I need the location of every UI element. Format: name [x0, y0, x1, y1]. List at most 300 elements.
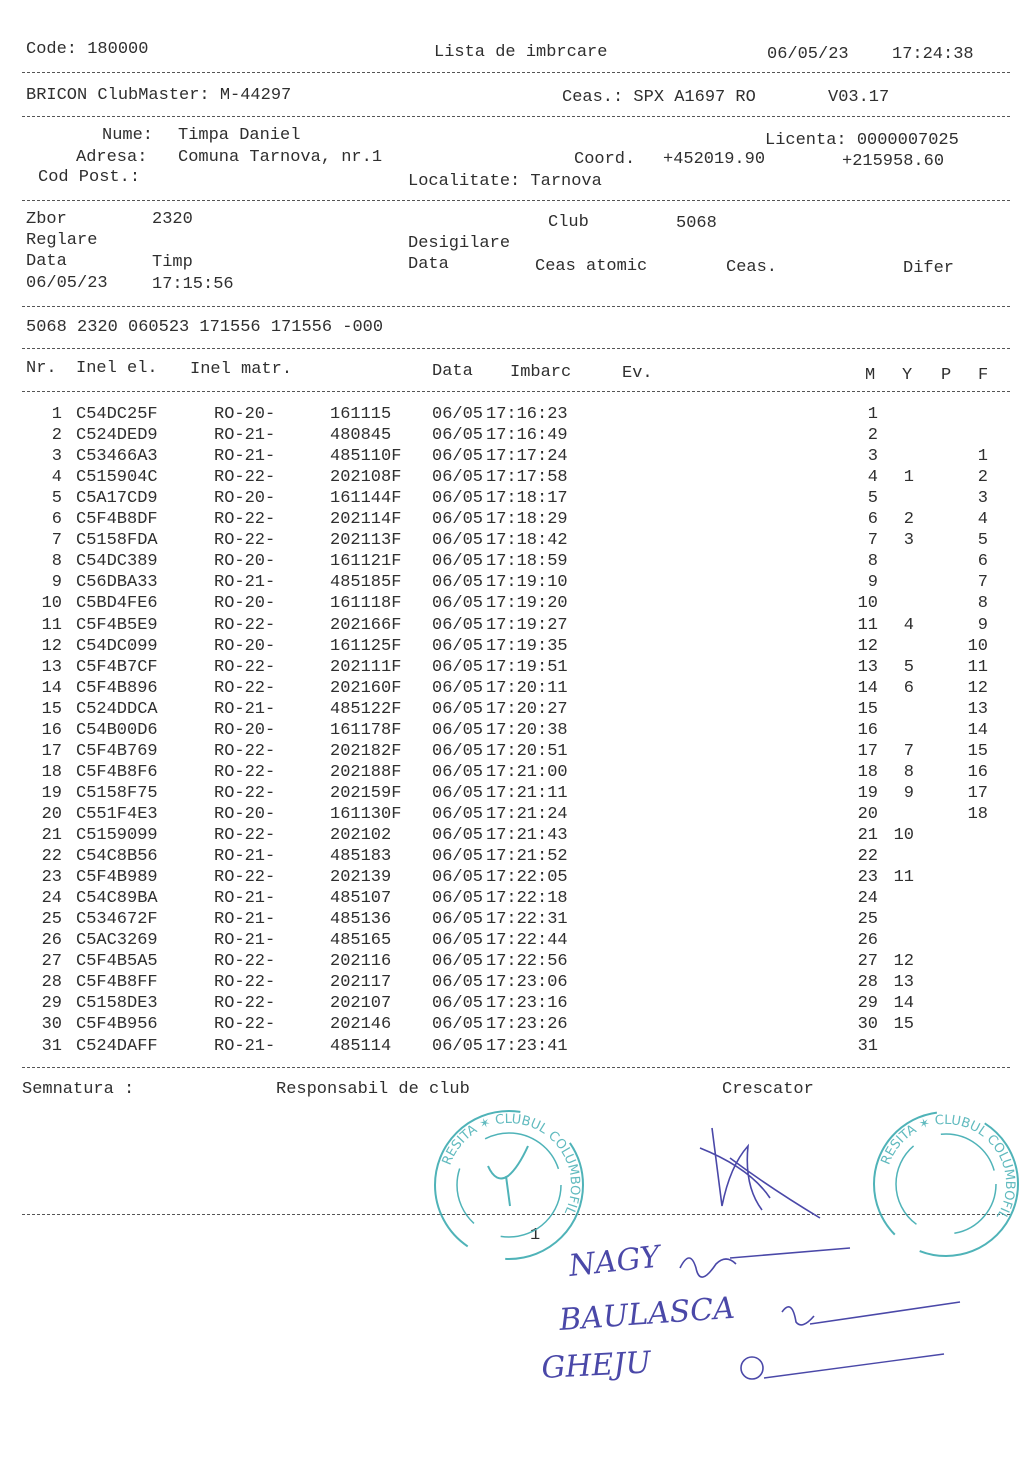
- row-number: 1: [51, 405, 62, 424]
- rank-y: 13: [893, 973, 914, 993]
- ring-number: 202188F: [330, 762, 402, 782]
- arrival-time: 17:21:00: [486, 762, 568, 782]
- table-row: [0, 951, 1024, 972]
- divider: [22, 306, 1010, 307]
- rank-y: 11: [893, 868, 914, 888]
- arrival-time: 17:20:27: [486, 699, 568, 719]
- electronic-ring: C54DC389: [76, 552, 158, 572]
- rank-m: 15: [857, 699, 878, 719]
- table-row: [0, 1014, 1024, 1035]
- row-number: 25: [41, 910, 62, 930]
- row-number: 10: [41, 594, 62, 614]
- data-label: Data: [26, 252, 67, 271]
- rank-m: 5: [867, 489, 878, 509]
- arrival-time: 17:22:31: [486, 910, 568, 930]
- table-row: [0, 804, 1024, 825]
- clock-version: V03.17: [828, 88, 890, 107]
- row-number: 29: [41, 994, 62, 1014]
- arrival-date: 06/05: [432, 426, 484, 446]
- ring-prefix: RO-22-: [214, 468, 276, 488]
- electronic-ring: C5159099: [76, 826, 158, 845]
- arrival-time: 17:19:35: [486, 636, 568, 656]
- ring-number: 485107: [330, 889, 392, 909]
- ring-prefix: RO-21-: [214, 910, 276, 930]
- arrival-time: 17:18:17: [486, 489, 568, 509]
- row-number: 30: [41, 1015, 62, 1035]
- rank-m: 27: [857, 952, 878, 972]
- col-f: F: [978, 366, 989, 385]
- electronic-ring: C5F4B7CF: [76, 657, 158, 677]
- table-row: [0, 530, 1024, 551]
- arrival-time: 17:19:10: [486, 573, 568, 593]
- divider: [22, 348, 1010, 349]
- electronic-ring: C5F4B956: [76, 1015, 158, 1035]
- atomic-clock-label: Ceas atomic: [535, 257, 648, 276]
- arrival-date: 06/05: [432, 783, 484, 803]
- electronic-ring: C515904C: [76, 468, 158, 488]
- row-number: 9: [51, 573, 62, 593]
- rank-y: 12: [893, 952, 914, 972]
- club-label: Club: [548, 213, 589, 232]
- ring-number: 485183: [330, 847, 392, 867]
- rank-f: 1: [977, 447, 988, 467]
- rank-f: 10: [967, 636, 988, 656]
- arrival-date: 06/05: [432, 847, 484, 867]
- arrival-time: 17:19:27: [486, 615, 568, 635]
- ring-prefix: RO-22-: [214, 678, 276, 698]
- electronic-ring: C54C8B56: [76, 847, 158, 867]
- license-number: Licenta: 0000007025: [765, 131, 959, 150]
- document-title: Lista de imbrcare: [434, 43, 608, 62]
- arrival-date: 06/05: [432, 889, 484, 909]
- ring-number: 485136: [330, 910, 392, 930]
- svg-text:NAGY: NAGY: [567, 1239, 662, 1284]
- row-number: 14: [41, 678, 62, 698]
- reglare-date: 06/05/23: [26, 274, 108, 293]
- ring-number: 202160F: [330, 678, 402, 698]
- electronic-ring: C5F4B8DF: [76, 510, 158, 530]
- electronic-ring: C5158FDA: [76, 531, 158, 551]
- rank-y: 4: [903, 615, 914, 635]
- ring-number: 202107: [330, 994, 392, 1014]
- rank-m: 29: [857, 994, 878, 1014]
- electronic-ring: C5158DE3: [76, 994, 158, 1014]
- table-row: [0, 846, 1024, 867]
- rank-m: 28: [857, 973, 878, 993]
- ring-number: 202139: [330, 868, 392, 888]
- arrival-time: 17:16:23: [486, 405, 568, 424]
- arrival-date: 06/05: [432, 826, 484, 845]
- rank-f: 18: [967, 804, 988, 824]
- rank-m: 8: [867, 552, 878, 572]
- arrival-date: 06/05: [432, 720, 484, 740]
- rank-m: 13: [857, 657, 878, 677]
- table-row: [0, 888, 1024, 909]
- arrival-time: 17:18:59: [486, 552, 568, 572]
- arrival-time: 17:22:18: [486, 889, 568, 909]
- row-number: 5: [51, 489, 62, 509]
- ring-prefix: RO-22-: [214, 826, 276, 845]
- row-number: 4: [51, 468, 62, 488]
- rank-m: 20: [857, 804, 878, 824]
- ring-number: 480845: [330, 426, 392, 446]
- arrival-time: 17:16:49: [486, 426, 568, 446]
- arrival-date: 06/05: [432, 594, 484, 614]
- zbor-number: 2320: [152, 210, 193, 229]
- row-number: 7: [51, 531, 62, 551]
- row-number: 13: [41, 657, 62, 677]
- arrival-date: 06/05: [432, 552, 484, 572]
- ring-prefix: RO-22-: [214, 657, 276, 677]
- electronic-ring: C5A17CD9: [76, 489, 158, 509]
- arrival-date: 06/05: [432, 678, 484, 698]
- electronic-ring: C56DBA33: [76, 573, 158, 593]
- arrival-date: 06/05: [432, 510, 484, 530]
- rank-f: 4: [977, 510, 988, 530]
- breeder-label: Crescator: [722, 1080, 814, 1099]
- electronic-ring: C5F4B5A5: [76, 952, 158, 972]
- table-row: [0, 446, 1024, 467]
- rank-m: 10: [857, 594, 878, 614]
- rank-f: 9: [977, 615, 988, 635]
- rank-f: 8: [977, 594, 988, 614]
- coord-label: Coord.: [574, 150, 636, 169]
- svg-text:GHEJU: GHEJU: [540, 1345, 652, 1386]
- rank-y: 3: [903, 531, 914, 551]
- svg-text:RESITA ✶ CLUBUL COLUMBOFIL: RESITA ✶ CLUBUL COLUMBOFIL: [439, 1111, 583, 1217]
- col-m: M: [865, 366, 876, 385]
- arrival-time: 17:23:41: [486, 1036, 568, 1056]
- arrival-date: 06/05: [432, 573, 484, 593]
- rank-m: 19: [857, 783, 878, 803]
- ring-prefix: RO-22-: [214, 973, 276, 993]
- table-row: [0, 993, 1024, 1014]
- arrival-time: 17:17:24: [486, 447, 568, 467]
- ring-number: 202108F: [330, 468, 402, 488]
- electronic-ring: C5158F75: [76, 783, 158, 803]
- arrival-time: 17:20:51: [486, 741, 568, 761]
- arrival-date: 06/05: [432, 931, 484, 951]
- desigilare-label: Desigilare: [408, 234, 511, 253]
- electronic-ring: C5BD4FE6: [76, 594, 158, 614]
- ring-prefix: RO-22-: [214, 615, 276, 635]
- arrival-time: 17:23:06: [486, 973, 568, 993]
- electronic-ring: C53466A3: [76, 447, 158, 467]
- rank-f: 11: [967, 657, 988, 677]
- arrival-date: 06/05: [432, 447, 484, 467]
- arrival-date: 06/05: [432, 804, 484, 824]
- row-number: 15: [41, 699, 62, 719]
- rank-m: 25: [857, 910, 878, 930]
- rank-m: 22: [857, 847, 878, 867]
- svg-text:RESITA ✶ CLUBUL COLUMBOFIL: RESITA ✶ CLUBUL COLUMBOFIL: [878, 1112, 1018, 1222]
- ring-prefix: RO-20-: [214, 636, 276, 656]
- arrival-time: 17:17:58: [486, 468, 568, 488]
- rank-f: 5: [977, 531, 988, 551]
- table-row: [0, 615, 1024, 636]
- rank-y: 5: [903, 657, 914, 677]
- electronic-ring: C524DDCA: [76, 699, 158, 719]
- row-number: 18: [41, 762, 62, 782]
- ring-prefix: RO-22-: [214, 1015, 276, 1035]
- ring-number: 485165: [330, 931, 392, 951]
- table-row: [0, 741, 1024, 762]
- electronic-ring: C5F4B896: [76, 678, 158, 698]
- ring-number: 202159F: [330, 783, 402, 803]
- arrival-time: 17:23:26: [486, 1015, 568, 1035]
- ring-number: 202182F: [330, 741, 402, 761]
- ring-prefix: RO-22-: [214, 510, 276, 530]
- table-row: [0, 867, 1024, 888]
- col-p: P: [941, 366, 952, 385]
- coord-longitude: +215958.60: [842, 152, 945, 171]
- col-nr: Nr.: [26, 359, 57, 378]
- row-number: 16: [41, 720, 62, 740]
- row-number: 8: [51, 552, 62, 572]
- club-number: 5068: [676, 214, 717, 233]
- col-inel-el: Inel el.: [76, 359, 158, 378]
- rank-y: 2: [903, 510, 914, 530]
- rank-m: 3: [867, 447, 878, 467]
- rank-y: 8: [903, 762, 914, 782]
- ring-number: 485122F: [330, 699, 402, 719]
- arrival-time: 17:21:43: [486, 826, 568, 845]
- arrival-date: 06/05: [432, 868, 484, 888]
- ring-prefix: RO-20-: [214, 720, 276, 740]
- ring-prefix: RO-22-: [214, 952, 276, 972]
- rank-m: 17: [857, 741, 878, 761]
- arrival-time: 17:19:20: [486, 594, 568, 614]
- ring-number: 202111F: [330, 657, 402, 677]
- table-row: [0, 909, 1024, 930]
- club-master-id: BRICON ClubMaster: M-44297: [26, 86, 292, 105]
- ring-prefix: RO-22-: [214, 741, 276, 761]
- rank-y: 6: [903, 678, 914, 698]
- table-row: [0, 930, 1024, 951]
- arrival-time: 17:20:38: [486, 720, 568, 740]
- col-imbarc: Imbarc: [510, 363, 572, 382]
- ring-number: 161118F: [330, 594, 402, 614]
- handwritten-names: [530, 1228, 990, 1398]
- arrival-time: 17:21:24: [486, 804, 568, 824]
- rank-y: 14: [893, 994, 914, 1014]
- ring-prefix: RO-21-: [214, 426, 276, 446]
- flight-summary: 5068 2320 060523 171556 171556 -000: [26, 318, 384, 337]
- difference-label: Difer: [903, 259, 955, 278]
- arrival-date: 06/05: [432, 657, 484, 677]
- rank-f: 2: [977, 468, 988, 488]
- rank-m: 30: [857, 1015, 878, 1035]
- ring-prefix: RO-21-: [214, 699, 276, 719]
- rank-f: 7: [977, 573, 988, 593]
- arrival-date: 06/05: [432, 741, 484, 761]
- ring-number: 202146: [330, 1015, 392, 1035]
- table-row: [0, 551, 1024, 572]
- arrival-date: 06/05: [432, 615, 484, 635]
- svg-text:BAULASCA: BAULASCA: [558, 1290, 736, 1338]
- row-number: 26: [41, 931, 62, 951]
- rank-y: 7: [903, 741, 914, 761]
- rank-y: 10: [893, 826, 914, 845]
- name-label: Nume:: [102, 126, 154, 145]
- signature-label: Semnatura :: [22, 1080, 135, 1099]
- rank-m: 26: [857, 931, 878, 951]
- ring-prefix: RO-22-: [214, 531, 276, 551]
- arrival-time: 17:18:42: [486, 531, 568, 551]
- locality: Localitate: Tarnova: [408, 172, 602, 191]
- ring-number: 485110F: [330, 447, 402, 467]
- arrival-date: 06/05: [432, 762, 484, 782]
- rank-m: 31: [857, 1036, 878, 1056]
- rank-m: 4: [867, 468, 878, 488]
- ring-number: 202166F: [330, 615, 402, 635]
- rank-f: 3: [977, 489, 988, 509]
- col-data: Data: [432, 362, 473, 381]
- row-number: 2: [51, 426, 62, 446]
- table-row: [0, 762, 1024, 783]
- arrival-date: 06/05: [432, 1036, 484, 1056]
- ring-prefix: RO-20-: [214, 552, 276, 572]
- row-number: 28: [41, 973, 62, 993]
- row-number: 21: [41, 826, 62, 845]
- ring-prefix: RO-20-: [214, 594, 276, 614]
- print-date: 06/05/23: [767, 45, 849, 64]
- arrival-date: 06/05: [432, 636, 484, 656]
- electronic-ring: C534672F: [76, 910, 158, 930]
- col-ev: Ev.: [622, 364, 653, 383]
- electronic-ring: C5F4B5E9: [76, 615, 158, 635]
- rank-f: 17: [967, 783, 988, 803]
- desigilare-data-label: Data: [408, 255, 449, 274]
- row-number: 20: [41, 804, 62, 824]
- row-number: 6: [51, 510, 62, 530]
- arrival-time: 17:20:11: [486, 678, 568, 698]
- table-row: [0, 488, 1024, 509]
- ring-number: 161121F: [330, 552, 402, 572]
- row-number: 12: [41, 636, 62, 656]
- arrival-date: 06/05: [432, 973, 484, 993]
- ring-number: 161125F: [330, 636, 402, 656]
- ring-prefix: RO-21-: [214, 447, 276, 467]
- ring-number: 485185F: [330, 573, 402, 593]
- rank-f: 15: [967, 741, 988, 761]
- ring-prefix: RO-20-: [214, 489, 276, 509]
- owner-address: Comuna Tarnova, nr.1: [178, 148, 383, 167]
- electronic-ring: C5F4B8FF: [76, 973, 158, 993]
- ring-prefix: RO-21-: [214, 889, 276, 909]
- rank-m: 7: [867, 531, 878, 551]
- arrival-time: 17:22:56: [486, 952, 568, 972]
- rank-f: 14: [967, 720, 988, 740]
- arrival-date: 06/05: [432, 910, 484, 930]
- arrival-time: 17:21:52: [486, 847, 568, 867]
- rank-f: 6: [977, 552, 988, 572]
- ring-number: 161144F: [330, 489, 402, 509]
- address-label: Adresa:: [76, 148, 148, 167]
- ring-number: 161178F: [330, 720, 402, 740]
- table-row: [0, 509, 1024, 530]
- arrival-date: 06/05: [432, 1015, 484, 1035]
- rank-m: 11: [857, 615, 878, 635]
- timp-label: Timp: [152, 253, 193, 272]
- arrival-time: 17:23:16: [486, 994, 568, 1014]
- divider: [22, 1067, 1010, 1068]
- electronic-ring: C551F4E3: [76, 804, 158, 824]
- ring-number: 485114: [330, 1036, 392, 1056]
- arrival-date: 06/05: [432, 489, 484, 509]
- arrival-time: 17:22:05: [486, 868, 568, 888]
- electronic-ring: C54DC25F: [76, 405, 158, 424]
- print-time: 17:24:38: [892, 45, 974, 64]
- row-number: 3: [51, 447, 62, 467]
- rank-f: 12: [967, 678, 988, 698]
- table-row: [0, 657, 1024, 678]
- reglare-label: Reglare: [26, 231, 98, 250]
- col-inel-matr: Inel matr.: [190, 360, 293, 379]
- clock-label: Ceas.: [726, 258, 778, 277]
- electronic-ring: C5F4B989: [76, 868, 158, 888]
- ring-prefix: RO-22-: [214, 994, 276, 1014]
- postcode-label: Cod Post.:: [38, 168, 141, 187]
- ring-number: 202116: [330, 952, 392, 972]
- ring-prefix: RO-22-: [214, 868, 276, 888]
- rank-m: 18: [857, 762, 878, 782]
- rank-m: 2: [867, 426, 878, 446]
- table-row: [0, 972, 1024, 993]
- table-row: [0, 783, 1024, 804]
- breeder-signature: [690, 1118, 830, 1228]
- rank-m: 16: [857, 720, 878, 740]
- ring-number: 161115: [330, 405, 392, 424]
- divider: [22, 116, 1010, 117]
- row-number: 31: [41, 1036, 62, 1056]
- arrival-date: 06/05: [432, 531, 484, 551]
- table-row: [0, 404, 1024, 425]
- electronic-ring: C54C89BA: [76, 889, 158, 909]
- table-row: [0, 720, 1024, 741]
- arrival-date: 06/05: [432, 994, 484, 1014]
- row-number: 27: [41, 952, 62, 972]
- rank-m: 12: [857, 636, 878, 656]
- ring-number: 161130F: [330, 804, 402, 824]
- rank-m: 1: [867, 405, 878, 424]
- owner-name: Timpa Daniel: [178, 126, 301, 145]
- electronic-ring: C5AC3269: [76, 931, 158, 951]
- zbor-label: Zbor: [26, 210, 67, 229]
- row-number: 24: [41, 889, 62, 909]
- club-responsible-label: Responsabil de club: [276, 1080, 470, 1099]
- rank-m: 21: [857, 826, 878, 845]
- rank-y: 1: [903, 468, 914, 488]
- reglare-time: 17:15:56: [152, 275, 234, 294]
- arrival-time: 17:22:44: [486, 931, 568, 951]
- table-row: [0, 636, 1024, 657]
- arrival-date: 06/05: [432, 952, 484, 972]
- ring-prefix: RO-21-: [214, 1036, 276, 1056]
- electronic-ring: C54DC099: [76, 636, 158, 656]
- col-y: Y: [902, 366, 913, 385]
- arrival-date: 06/05: [432, 468, 484, 488]
- row-number: 17: [41, 741, 62, 761]
- ring-number: 202114F: [330, 510, 402, 530]
- table-row: [0, 825, 1024, 846]
- ring-number: 202117: [330, 973, 392, 993]
- row-number: 23: [41, 868, 62, 888]
- rank-m: 23: [857, 868, 878, 888]
- ring-number: 202102: [330, 826, 392, 845]
- rank-m: 24: [857, 889, 878, 909]
- arrival-date: 06/05: [432, 699, 484, 719]
